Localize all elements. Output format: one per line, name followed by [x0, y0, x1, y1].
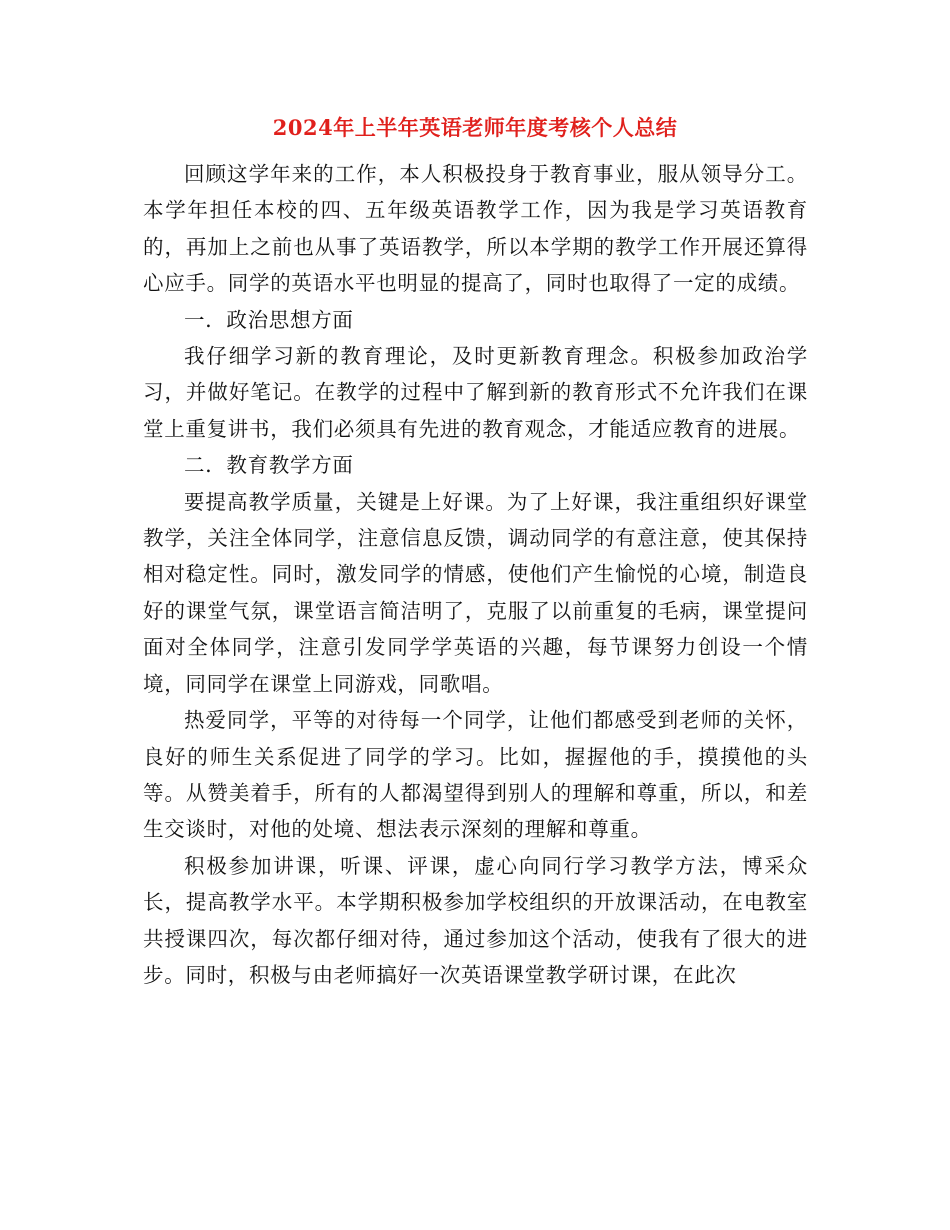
paragraph-political: 我仔细学习新的教育理论，及时更新教育理念。积极参加政治学习，并做好笔记。在教学的过程中了解到新的教育形式不允许我们在课堂上重复讲书，我们必须具有先进的教育观念，才能适应教育的进展。	[143, 344, 808, 441]
section-heading-political: 一．政治思想方面	[184, 307, 354, 332]
document-title: 2024年上半年英语老师年度考核个人总结	[272, 115, 678, 140]
section-heading-teaching: 二．教育教学方面	[184, 453, 354, 478]
paragraph-lesson-observation: 积极参加讲课，听课、评课，虚心向同行学习教学方法，博采众长，提高教学水平。本学期积极参加学校组织的开放课活动，在电教室共授课四次，每次都仔细对待，通过参加这个活动，使我有了很大的进步。同时，积极与由老师搞好一次英语课堂教学研讨课，在此次	[143, 853, 808, 987]
paragraph-intro: 回顾这学年来的工作，本人积极投身于教育事业，服从领导分工。本学年担任本校的四、五年级英语教学工作，因为我是学习英语教育的，再加上之前也从事了英语教学，所以本学期的教学工作开展还算得心应手。同学的英语水平也明显的提高了，同时也取得了一定的成绩。	[143, 162, 808, 296]
paragraph-teaching-quality: 要提高教学质量，关键是上好课。为了上好课，我注重组织好课堂教学，关注全体同学，注意信息反馈，调动同学的有意注意，使其保持相对稳定性。同时，激发同学的情感，使他们产生愉悦的心境，制造良好的课堂气氛，课堂语言简洁明了，克服了以前重复的毛病，课堂提问面对全体同学，注意引发同学学英语的兴趣，每节课努力创设一个情境，同同学在课堂上同游戏，同歌唱。	[143, 489, 808, 696]
document-body	[143, 156, 808, 993]
paragraph-student-care: 热爱同学，平等的对待每一个同学，让他们都感受到老师的关怀，良好的师生关系促进了同学的学习。比如，握握他的手，摸摸他的头等。从赞美着手，所有的人都渴望得到别人的理解和尊重，所以，和差生交谈时，对他的处境、想法表示深刻的理解和尊重。	[143, 708, 808, 842]
